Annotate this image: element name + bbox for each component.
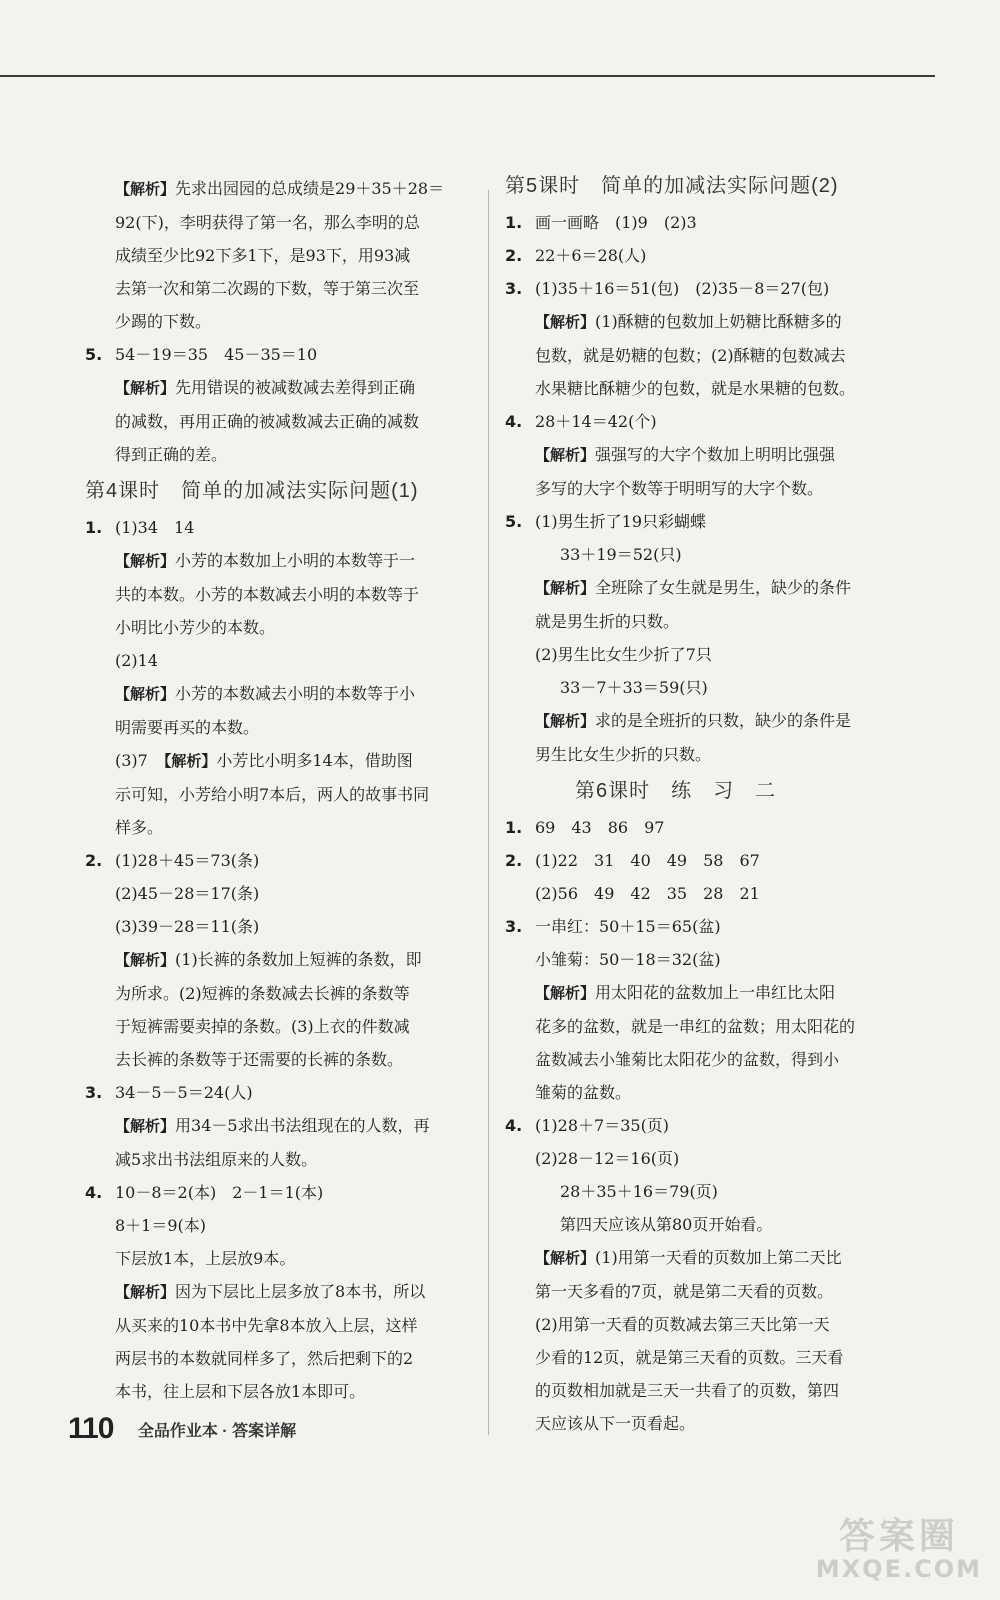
answer-line (505, 571, 885, 605)
line-text: 8＋1＝9(本) (115, 1216, 207, 1235)
line-text: 样多。 (115, 818, 164, 837)
line-text: 为所求。(2)短裤的条数减去长裤的条数等 (115, 984, 410, 1003)
item-number: 2. (505, 246, 523, 265)
line-text: 小雏菊：50－18＝32(盆) (535, 950, 721, 969)
answer-line (505, 976, 885, 1010)
answer-line (85, 1375, 470, 1408)
answer-line (505, 1374, 885, 1407)
line-text: 共的本数。小芳的本数减去小明的本数等于 (115, 585, 420, 604)
line-text: 54－19＝35 45－35＝10 (115, 345, 318, 364)
line-text: 去第一次和第二次踢的下数，等于第三次至 (115, 279, 420, 298)
item-number: 3. (85, 1083, 103, 1102)
answer-line (505, 305, 885, 339)
section-title (505, 771, 885, 811)
line-text: 的减数，再用正确的被减数减去正确的减数 (115, 412, 420, 431)
line-text: 水果糖比酥糖少的包数，就是水果糖的包数。 (535, 379, 856, 398)
line-text: (2)14 (115, 651, 159, 670)
analysis-tag: 【解析】 (535, 712, 596, 730)
answer-line (505, 1341, 885, 1374)
section-title (505, 166, 885, 206)
analysis-tag: 【解析】 (115, 552, 176, 570)
line-text: 少踢的下数。 (115, 312, 212, 331)
line-text: 于短裤需要卖掉的条数。(3)上衣的件数减 (115, 1017, 410, 1036)
line-text: (1)酥糖的包数加上奶糖比酥糖多的 (595, 312, 842, 331)
answer-line (505, 1275, 885, 1308)
line-text: 得到正确的差。 (115, 445, 228, 464)
answer-line (85, 877, 470, 910)
line-text: 用34－5求出书法组现在的人数，再 (175, 1116, 430, 1135)
line-text: 28＋14＝42(个) (535, 412, 657, 431)
line-text: 盆数减去小雏菊比太阳花少的盆数，得到小 (535, 1050, 840, 1069)
item-number: 1. (505, 818, 523, 837)
item-number: 2. (505, 851, 523, 870)
answer-item (505, 811, 885, 844)
answer-line (505, 1407, 885, 1440)
line-text: (2)56 49 42 35 28 21 (535, 884, 760, 903)
answer-line (85, 1109, 470, 1143)
answer-item (505, 239, 885, 272)
answer-line (505, 1175, 885, 1208)
answer-line (85, 644, 470, 677)
line-text: 包数，就是奶糖的包数；(2)酥糖的包数减去 (535, 346, 846, 365)
answer-line (505, 339, 885, 372)
top-rule (0, 75, 935, 77)
line-text: 一串红：50＋15＝65(盆) (535, 917, 721, 936)
line-text: 花多的盆数，就是一串红的盆数；用太阳花的 (535, 1017, 856, 1036)
line-text: 用太阳花的盆数加上一串红比太阳 (595, 983, 836, 1002)
line-text: 全班除了女生就是男生，缺少的条件 (595, 578, 852, 597)
answer-item (85, 511, 470, 544)
line-text: 雏菊的盆数。 (535, 1083, 632, 1102)
line-text: 明需要再买的本数。 (115, 718, 260, 737)
line-text: (1)34 14 (115, 518, 195, 537)
section-title-text: 第4课时 简单的加减法实际问题(1) (85, 480, 419, 502)
analysis-tag: 【解析】 (163, 752, 217, 770)
line-text: 10－8＝2(本) 2－1＝1(本) (115, 1183, 324, 1202)
answer-line (85, 371, 470, 405)
analysis-tag: 【解析】 (115, 685, 176, 703)
answer-line (505, 1241, 885, 1275)
item-number: 2. (85, 851, 103, 870)
answer-line (505, 1076, 885, 1109)
answer-item (505, 844, 885, 877)
answer-line (85, 677, 470, 711)
answer-line (505, 943, 885, 976)
answer-line (85, 1143, 470, 1176)
section-title-text: 第5课时 简单的加减法实际问题(2) (505, 175, 839, 197)
line-text: 男生比女生少折的只数。 (535, 745, 712, 764)
line-text: 先求出园园的总成绩是29＋35＋28＝ (175, 179, 445, 198)
answer-line (85, 1242, 470, 1275)
line-text: 22＋6＝28(人) (535, 246, 647, 265)
line-text: 第一天多看的7页，就是第二天看的页数。 (535, 1282, 834, 1301)
analysis-tag: 【解析】 (535, 984, 596, 1002)
analysis-tag: 【解析】 (535, 446, 596, 464)
item-number: 1. (85, 518, 103, 537)
answer-line (85, 305, 470, 338)
item-number: 1. (505, 213, 523, 232)
answer-line (505, 438, 885, 472)
line-text: (1)35＋16＝51(包) (2)35－8＝27(包) (535, 279, 830, 298)
answer-line (505, 1208, 885, 1241)
page-number: 110 (68, 1412, 114, 1445)
answer-line (85, 1010, 470, 1043)
line-text: (3)7 (115, 751, 164, 770)
line-text: 减5求出书法组原来的人数。 (115, 1150, 318, 1169)
line-text: 多写的大字个数等于明明写的大字个数。 (535, 479, 824, 498)
line-text: 本书，往上层和下层各放1本即可。 (115, 1382, 366, 1401)
answer-line (85, 438, 470, 471)
answer-line (85, 910, 470, 943)
line-text: (1)22 31 40 49 58 67 (535, 851, 760, 870)
item-number: 3. (505, 279, 523, 298)
answer-line (85, 611, 470, 644)
item-number: 4. (505, 1116, 523, 1135)
answer-line (505, 372, 885, 405)
line-text: 小明比小芳少的本数。 (115, 618, 276, 637)
left-column (85, 172, 470, 1408)
line-text: 69 43 86 97 (535, 818, 665, 837)
analysis-tag: 【解析】 (535, 313, 596, 331)
answer-item (85, 844, 470, 877)
line-text: (3)39－28＝11(条) (115, 917, 260, 936)
line-text: 33－7＋33＝59(只) (560, 678, 708, 697)
answer-item (505, 1109, 885, 1142)
item-number: 4. (505, 412, 523, 431)
section-title-text: 第6课时 练 习 二 (575, 780, 777, 802)
answer-line (85, 1275, 470, 1309)
line-text: 小芳的本数加上小明的本数等于一 (175, 551, 416, 570)
line-text: 第四天应该从第80页开始看。 (560, 1215, 773, 1234)
answer-item (505, 272, 885, 305)
item-number: 5. (505, 512, 523, 531)
line-text: 求的是全班折的只数，缺少的条件是 (595, 711, 852, 730)
answer-line (85, 744, 470, 778)
section-title (85, 471, 470, 511)
line-text: 因为下层比上层多放了8本书，所以 (175, 1282, 426, 1301)
analysis-tag: 【解析】 (535, 579, 596, 597)
analysis-tag: 【解析】 (115, 379, 176, 397)
line-text: 小芳的本数减去小明的本数等于小 (175, 684, 416, 703)
line-text: 从买来的10本书中先拿8本放入上层，这样 (115, 1316, 418, 1335)
answer-item (85, 338, 470, 371)
answer-line (505, 605, 885, 638)
analysis-tag: 【解析】 (115, 1117, 176, 1135)
answer-line (85, 578, 470, 611)
answer-line (505, 1010, 885, 1043)
line-text: (1)用第一天看的页数加上第二天比 (595, 1248, 842, 1267)
watermark-logo (816, 1508, 982, 1583)
line-text: (2)用第一天看的页数减去第三天比第一天 (535, 1315, 830, 1334)
line-text: 画一画略 (1)9 (2)3 (535, 213, 697, 232)
answer-line (85, 405, 470, 438)
line-text: (2)45－28＝17(条) (115, 884, 260, 903)
answer-line (85, 206, 470, 239)
watermark-top: 答案圈 (838, 1516, 959, 1557)
answer-item (505, 505, 885, 538)
item-number: 3. (505, 917, 523, 936)
answer-line (505, 638, 885, 671)
answer-line (85, 711, 470, 744)
line-text: 小芳比小明多14本，借助图 (216, 751, 413, 770)
answer-line (85, 1342, 470, 1375)
answer-line (85, 544, 470, 578)
answer-line (85, 1043, 470, 1076)
line-text: 示可知，小芳给小明7本后，两人的故事书同 (115, 785, 430, 804)
answer-item (85, 1076, 470, 1109)
line-text: 33＋19＝52(只) (560, 545, 682, 564)
answer-line (505, 738, 885, 771)
answer-line (505, 472, 885, 505)
line-text: 就是男生折的只数。 (535, 612, 680, 631)
line-text: 成绩至少比92下多1下，是93下，用93减 (115, 246, 411, 265)
line-text: 去长裤的条数等于还需要的长裤的条数。 (115, 1050, 404, 1069)
answer-item (505, 910, 885, 943)
answer-line (505, 671, 885, 704)
answer-line (85, 239, 470, 272)
answer-line (85, 1209, 470, 1242)
line-text: (1)28＋45＝73(条) (115, 851, 260, 870)
item-number: 5. (85, 345, 103, 364)
answer-line (85, 778, 470, 811)
line-text: 92(下)，李明获得了第一名，那么李明的总 (115, 213, 420, 232)
line-text: 先用错误的被减数减去差得到正确 (175, 378, 416, 397)
analysis-tag: 【解析】 (115, 180, 176, 198)
line-text: 的页数相加就是三天一共看了的页数，第四 (535, 1381, 840, 1400)
column-divider (488, 190, 489, 1435)
line-text: (1)28＋7＝35(页) (535, 1116, 670, 1135)
answer-item (85, 1176, 470, 1209)
line-text: (2)男生比女生少折了7只 (535, 645, 712, 664)
answer-line (505, 877, 885, 910)
answer-line (505, 704, 885, 738)
analysis-tag: 【解析】 (115, 1283, 176, 1301)
answer-line (505, 1043, 885, 1076)
answer-line (505, 1142, 885, 1175)
answer-line (505, 538, 885, 571)
right-column (505, 172, 885, 1440)
book-title: 全品作业本 · 答案详解 (137, 1422, 297, 1440)
answer-item (505, 206, 885, 239)
line-text: 28＋35＋16＝79(页) (560, 1182, 718, 1201)
answer-line (505, 1308, 885, 1341)
line-text: 两层书的本数就同样多了，然后把剩下的2 (115, 1349, 414, 1368)
line-text: (1)男生折了19只彩蝴蝶 (535, 512, 707, 531)
answer-line (85, 1309, 470, 1342)
line-text: 强强写的大字个数加上明明比强强 (595, 445, 836, 464)
line-text: 34－5－5＝24(人) (115, 1083, 253, 1102)
answer-item (505, 405, 885, 438)
answer-line (85, 977, 470, 1010)
line-text: 少看的12页，就是第三天看的页数。三天看 (535, 1348, 844, 1367)
answer-line (85, 172, 470, 206)
analysis-tag: 【解析】 (535, 1249, 596, 1267)
line-text: (2)28－12＝16(页) (535, 1149, 680, 1168)
answer-line (85, 272, 470, 305)
answer-line (85, 811, 470, 844)
page-footer (68, 1412, 296, 1446)
answer-line (85, 943, 470, 977)
watermark-bottom: MXQE.COM (815, 1555, 982, 1583)
analysis-tag: 【解析】 (115, 951, 176, 969)
item-number: 4. (85, 1183, 103, 1202)
line-text: (1)长裤的条数加上短裤的条数，即 (175, 950, 422, 969)
line-text: 天应该从下一页看起。 (535, 1414, 696, 1433)
line-text: 下层放1本，上层放9本。 (115, 1249, 296, 1268)
